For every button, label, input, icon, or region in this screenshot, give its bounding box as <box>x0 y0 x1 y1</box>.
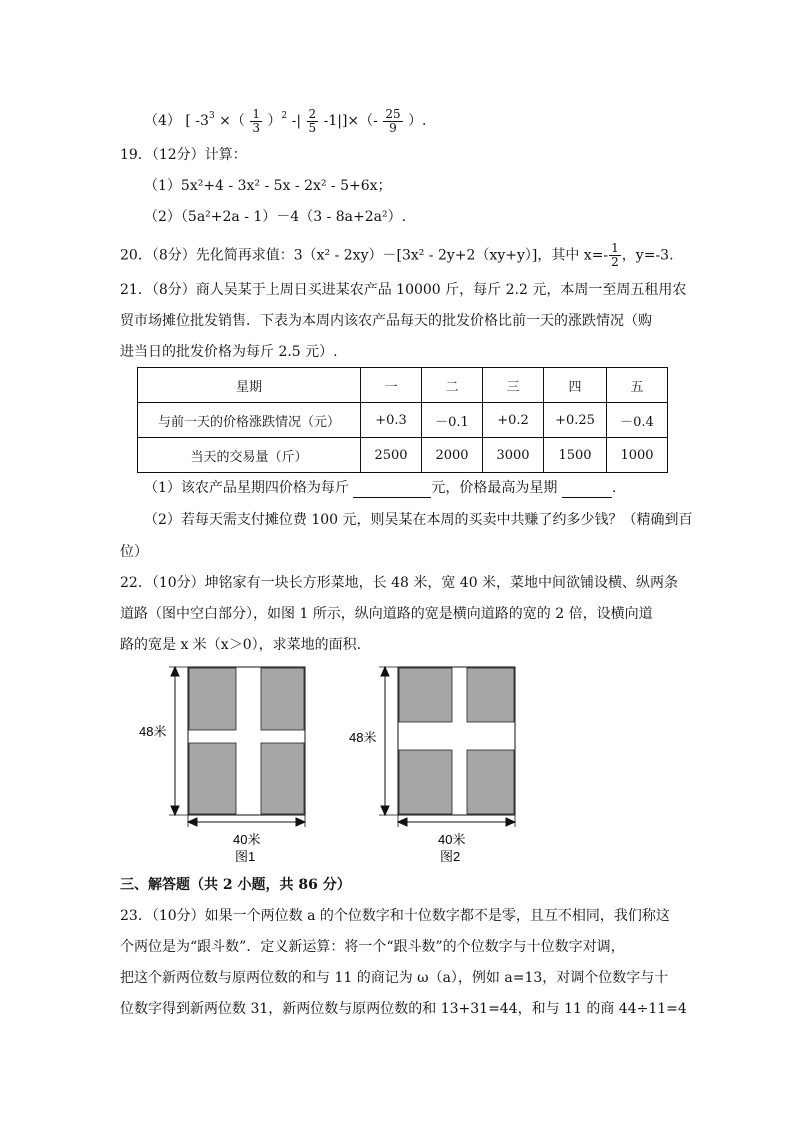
fraction-one-half: $\frac{1}{2}$ <box>611 241 619 269</box>
fig2-width-label: 40米 <box>438 832 466 847</box>
bracket-open: [ <box>185 113 191 129</box>
table-cell: 星期 <box>138 368 361 403</box>
fig1-height-arrow <box>169 667 188 815</box>
table-cell: 2500 <box>361 438 422 473</box>
table-row <box>138 438 668 473</box>
q21-line2: 贸市场摊位批发销售．下表为本周内该农产品每天的批发价格比前一天的涨跌情况（购 <box>120 313 652 329</box>
q21-sub2-line1: （2）若每天需支付摊位费 100 元，则吴某在本周的买卖中共赚了约多少钱？（精确到百 <box>144 512 693 528</box>
fig1-field <box>188 667 305 815</box>
table-cell: 五 <box>607 368 668 403</box>
q19-title: 19．（12分）计算： <box>120 147 247 163</box>
times-open: ×（ <box>219 113 245 129</box>
table-cell: +0.25 <box>544 403 607 438</box>
q21-line1: 21．（8分）商人吴某于上周日买进某农产品 10000 斤，每斤 2.2 元，本周一至周五租用农 <box>120 282 687 298</box>
fig2-field <box>398 667 515 815</box>
table-row <box>138 403 668 438</box>
plot-top-left <box>399 668 452 722</box>
q20-text-before: 20．（8分）先化简再求值：3（x² - 2xy）－[3x² - 2y+2（xy+y）]，其中 x=- <box>120 247 609 264</box>
table-cell: 与前一天的价格涨跌情况（元） <box>138 403 361 438</box>
plot-bottom-left <box>399 750 452 814</box>
fig2-height-label: 48米 <box>349 730 377 745</box>
q23-line2: 个两位是为“跟斗数”．定义新运算：将一个“跟斗数”的个位数字与十位数字对调， <box>120 939 625 955</box>
fig1-width-label: 40米 <box>233 832 261 847</box>
table-cell: 2000 <box>422 438 483 473</box>
table-cell: 一 <box>361 368 422 403</box>
table-row <box>138 368 668 403</box>
answer-blank-weekday[interactable] <box>562 483 612 498</box>
minus-three: -3 <box>195 113 209 129</box>
expr-end: ）. <box>408 113 427 129</box>
figure-1 <box>135 662 325 867</box>
figure-2 <box>345 662 535 867</box>
plot-bottom-right <box>467 750 514 814</box>
table-cell: +0.2 <box>483 403 544 438</box>
minus-abs: -| <box>291 113 302 129</box>
square-exponent: 2 <box>281 111 288 121</box>
fig2-width-arrow <box>398 815 515 827</box>
table-cell: －0.1 <box>422 403 483 438</box>
section-3-title: 三、解答题（共 2 小题，共 86 分） <box>120 877 351 893</box>
q21-sub1-b: 元，价格最高为星期 <box>431 480 558 496</box>
q23-line3: 把这个新两位数与原两位数的和与 11 的商记为 ω（a），例如 a=13，对调个位数字与十 <box>120 970 669 986</box>
table-cell: 3000 <box>483 438 544 473</box>
fig1-height-label: 48米 <box>139 724 167 739</box>
q21-sub1-a: （1）该农产品星期四价格为每斤 <box>144 480 349 496</box>
table-cell: 三 <box>483 368 544 403</box>
fraction-one-third: $\frac{1}{3}$ <box>252 106 260 135</box>
cube-exponent: 3 <box>208 111 215 121</box>
q23-line1: 23．（10分）如果一个两位数 a 的个位数字和十位数字都不是零，且互不相同，我们称这 <box>120 908 670 924</box>
table-cell: 当天的交易量（斤） <box>138 438 361 473</box>
q20-text-after: ，y=-3. <box>621 247 674 264</box>
q18-part4-label: （4） <box>144 113 181 129</box>
q21-line3: 进当日的批发价格为每斤 2.5 元）. <box>120 344 338 360</box>
plot-top-left <box>189 668 236 730</box>
fig1-caption: 图1 <box>235 849 256 864</box>
q18-part4 <box>144 106 427 135</box>
plot-top-right <box>261 668 304 730</box>
plot-bottom-left <box>189 743 236 814</box>
q22-line3: 路的宽是 x 米（x＞0），求菜地的面积. <box>120 637 362 653</box>
q22-line1: 22．（10分）坤铭家有一块长方形菜地，长 48 米，宽 40 米，菜地中间欲铺设横、纵两条 <box>120 575 679 591</box>
fig2-caption: 图2 <box>440 849 461 864</box>
table-cell: 四 <box>544 368 607 403</box>
fraction-25-ninths: $\frac{25}{9}$ <box>385 106 401 135</box>
table-cell: 1500 <box>544 438 607 473</box>
q21-sub1-c: . <box>611 480 617 496</box>
q19-part1: （1）5x²+4 - 3x² - 5x - 2x² - 5+6x； <box>144 178 392 194</box>
table-cell: 二 <box>422 368 483 403</box>
close-paren: ） <box>267 113 282 129</box>
q19-part2: （2）（5a²+2a - 1）－4（3 - 8a+2a²）. <box>144 209 407 225</box>
q21-sub2-line2: 位） <box>120 544 148 560</box>
fig1-width-arrow <box>188 815 305 827</box>
abs-rest: -1|]×（- <box>323 113 378 129</box>
table-cell: －0.4 <box>607 403 668 438</box>
price-table <box>137 367 668 473</box>
q21-sub1 <box>144 478 616 498</box>
q20-line <box>120 242 674 269</box>
q22-line2: 道路（图中空白部分），如图 1 所示，纵向道路的宽是横向道路的宽的 2 倍，设横向道 <box>120 606 653 622</box>
q23-line4: 位数字得到新两位数 31，新两位数与原两位数的和 13+31=44，和与 11 的商 44÷11=4 <box>120 1001 687 1017</box>
table-cell: 1000 <box>607 438 668 473</box>
fraction-two-fifths: $\frac{2}{5}$ <box>308 106 317 135</box>
answer-blank-thursday[interactable] <box>353 483 431 498</box>
table-cell: +0.3 <box>361 403 422 438</box>
plot-bottom-right <box>261 743 304 814</box>
plot-top-right <box>467 668 514 722</box>
